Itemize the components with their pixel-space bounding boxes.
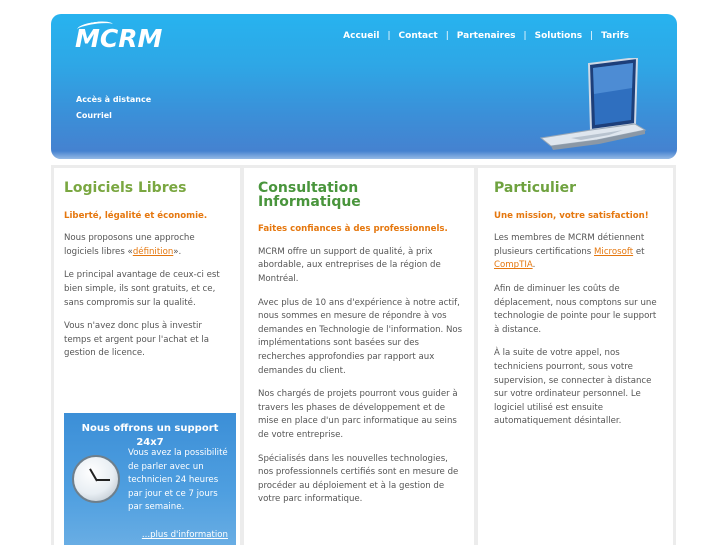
support-text: Vous avez la possibilité de parler avec un technicien 24 heures par jour et ce 7 jours par semaine.: [128, 448, 228, 512]
nav-accueil[interactable]: Accueil: [343, 31, 380, 41]
microsoft-link[interactable]: Microsoft: [594, 246, 634, 257]
column-tagline: Liberté, légalité et économie.: [64, 210, 208, 221]
paragraph: Afin de diminuer les coûts de déplacement, nous comptons sur une technologie de pointe pour le support à distance.: [494, 283, 657, 335]
support-24x7-box: [64, 413, 236, 545]
column-logiciels-libres: [54, 168, 240, 545]
paragraph-text: Nous proposons une approche logiciels libres «: [64, 233, 195, 257]
paragraph: MCRM offre un support de qualité, à prix abordable, aux entreprises de la région de Montréal.: [258, 246, 441, 284]
nav-partenaires[interactable]: Partenaires: [456, 31, 516, 41]
nav-solutions[interactable]: Solutions: [534, 31, 583, 41]
mcrm-logo[interactable]: MCRM: [75, 24, 162, 53]
column-consultation-informatique: [244, 168, 474, 545]
nav-separator: |: [387, 31, 391, 41]
paragraph: [64, 232, 230, 259]
support-title: Nous offrons un support 24x7: [81, 423, 219, 448]
paragraph-text: et: [633, 246, 645, 257]
laptop-illustration: [511, 58, 651, 150]
column-title: Consultation Informatique: [258, 180, 361, 210]
column-tagline: Une mission, votre satisfaction!: [494, 210, 649, 221]
column-title: Particulier: [494, 180, 576, 196]
sub-navigation: [76, 92, 151, 124]
nav-separator: |: [523, 31, 527, 41]
paragraph-text: ».: [173, 246, 182, 257]
column-title: Logiciels Libres: [64, 180, 187, 196]
nav-separator: |: [590, 31, 594, 41]
paragraph: Avec plus de 10 ans d'expérience à notre actif, nous sommes en mesure de répondre à vos demandes en Technologie de l'information. Nos implémentations sont basées sur des recherches approfondies par rapport aux demandes du client.: [258, 297, 463, 376]
paragraph: Spécialisés dans les nouvelles technologies, nos professionnels certifiés sont en mesure de procéder au déploiement et à la gestion de votre parc informatique.: [258, 453, 459, 505]
paragraph: Le principal avantage de ceux-ci est bien simple, ils sont gratuits, et ce, sans compromis sur la qualité.: [64, 270, 220, 308]
site-header: [51, 14, 677, 159]
more-info-link[interactable]: ...plus d'information: [141, 530, 228, 541]
content-area: [51, 165, 676, 545]
nav-separator: |: [445, 31, 449, 41]
definition-link[interactable]: définition: [132, 246, 174, 257]
paragraph-text: Les membres de MCRM détiennent plusieurs certifications: [494, 233, 645, 257]
subnav-courriel[interactable]: Courriel: [76, 111, 112, 120]
paragraph: [494, 232, 663, 273]
paragraph-text: .: [532, 260, 536, 271]
nav-tarifs[interactable]: Tarifs: [601, 31, 629, 41]
top-navigation: [343, 31, 629, 41]
paragraph: Vous n'avez donc plus à investir temps et argent pour l'achat et la gestion de licence.: [64, 321, 210, 359]
column-tagline: Faites confiances à des professionnels.: [258, 224, 448, 235]
paragraph: Nos chargés de projets pourront vous guider à travers les phases de développement et de mise en place d'un parc informatique au seins de votre entreprise.: [258, 389, 458, 440]
column-particulier: [478, 168, 673, 545]
subnav-acces-distance[interactable]: Accès à distance: [76, 95, 152, 104]
nav-contact[interactable]: Contact: [398, 31, 438, 41]
paragraph: À la suite de votre appel, nos techniciens pourront, sous votre supervision, se connecter à distance sur votre ordinateur personnel. Le logiciel utilisé est ensuite automatiquement désintaller.: [494, 348, 652, 427]
clock-icon: [72, 455, 120, 503]
comptia-link[interactable]: CompTIA: [494, 260, 533, 271]
